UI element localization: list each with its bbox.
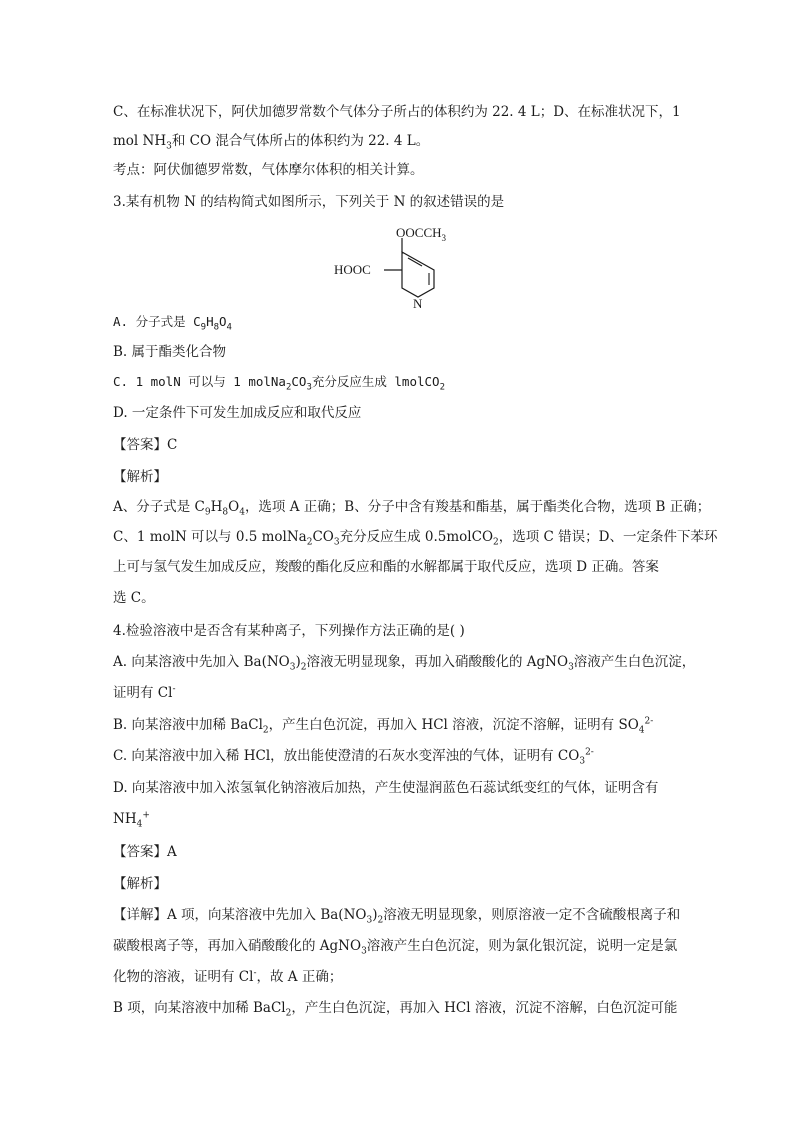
answer-label: 【答案】C [113, 437, 178, 453]
text-line: 选 C。 [113, 590, 155, 606]
analysis-heading: 【解析】 [113, 876, 167, 892]
option-a: A. 向某溶液中先加入 $Ba(NO_3)_2$溶液无明显现象，再加入硝酸酸化的 AgNO$_3$溶液产生白色沉淀， [113, 654, 696, 673]
option-d: D. 向某溶液中加入浓氢氧化钠溶液后加热，产生使湿润蓝色石蕊试纸变红的气体，证明含有 [113, 780, 659, 796]
option-d: D. 一定条件下可发生加成反应和取代反应 [113, 405, 362, 421]
option-b: B. 属于酯类化合物 [113, 344, 227, 360]
text-line: C、在标准状况下，阿伏加德罗常数个气体分子所占的体积约为 22. 4 L；D、在标准状况下，1 [113, 104, 681, 120]
substituent-top-label: $OOCCH_3$ [396, 225, 447, 243]
text-line: $NH_4^+$ [113, 810, 150, 830]
text-line: 考点：阿伏伽德罗常数，气体摩尔体积的相关计算。 [113, 162, 424, 178]
structure-figure [330, 224, 480, 311]
option-b: B. 向某溶液中加稀 BaCl$_2$，产生白色沉淀，再加入 HCl 溶液，沉淀不溶解，证明有 $SO_4^{2-}$ [113, 716, 654, 736]
question-3: 3.某有机物 N 的结构简式如图所示，下列关于 N 的叙述错误的是 [113, 194, 505, 210]
answer-label: 【答案】A [113, 844, 177, 860]
option-c: C. 1 molN 可以与 1 $molNa_2CO_3$充分反应生成 lmolCO$_2$ [113, 374, 445, 393]
question-4: 4.检验溶液中是否含有某种离子，下列操作方法正确的是( ) [113, 623, 465, 639]
substituent-left-label: HOOC [334, 262, 371, 277]
structural-formula-diagram [330, 224, 480, 311]
text-line: 证明有 Cl- [113, 684, 176, 701]
option-a: A. 分子式是 $C_9H_8O_4$ [113, 314, 232, 333]
text-line: C、1 molN 可以与 0.5 $molNa_2CO_3$充分反应生成 0.5molCO$_2$，选项 C 错误；D、一定条件下苯环 [113, 529, 718, 548]
text-line: 碳酸根离子等，再加入硝酸酸化的 AgNO$_3$溶液产生白色沉淀，则为氯化银沉淀，说明一定是氯 [113, 938, 678, 957]
ring-atom-label: N [413, 296, 423, 311]
text-line: 化物的溶液，证明有 Cl-，故 A 正确； [113, 968, 343, 985]
text-line: 上可与氢气发生加成反应，羧酸的酯化反应和酯的水解都属于取代反应，选项 D 正确。答案 [113, 559, 659, 575]
analysis-heading: 【解析】 [113, 469, 167, 485]
text-line: A、分子式是 $C_9H_8O_4$，选项 A 正确；B、分子中含有羧基和酯基，属于酯类化合物，选项 B 正确； [113, 499, 711, 518]
option-c: C. 向某溶液中加入稀 HCl，放出能使澄清的石灰水变浑浊的气体，证明有 $CO_3^{2-}$ [113, 747, 594, 767]
text-line: mol $NH_3$和 CO 混合气体所占的体积约为 22. 4 L。 [113, 133, 430, 152]
text-line: 【详解】A 项，向某溶液中先加入 $Ba(NO_3)_2$溶液无明显现象，则原溶液一定不含硫酸根离子和 [113, 907, 681, 926]
text-line: B 项，向某溶液中加稀 BaCl$_2$，产生白色沉淀，再加入 HCl 溶液，沉淀不溶解，白色沉淀可能 [113, 1000, 678, 1019]
